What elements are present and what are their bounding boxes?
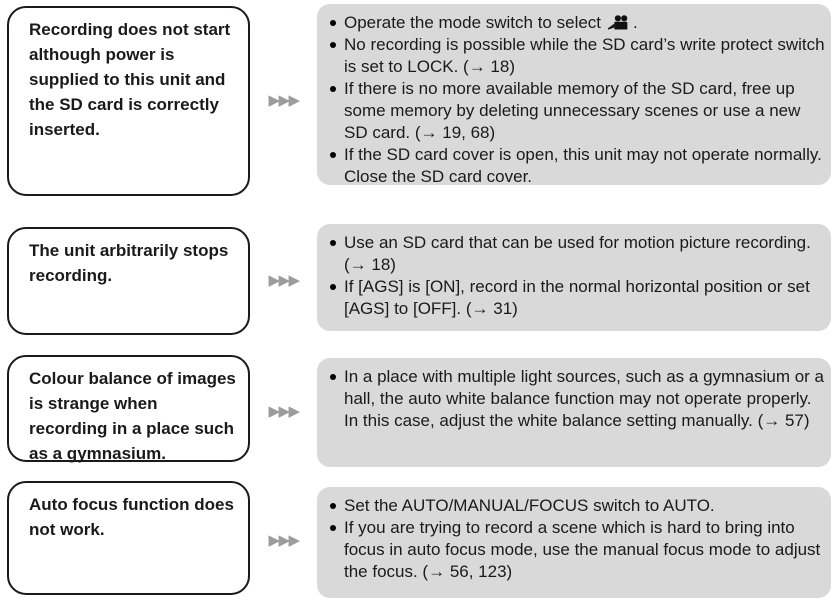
list-item (330, 517, 825, 583)
solution-text: If there is no more available memory of the SD card, free up some memory by deleting unnecessary scenes or use a new SD card. (→ 19, 68) (344, 79, 801, 142)
list-item (330, 12, 825, 34)
troubleshooting-row (7, 481, 831, 598)
solution-text: If the SD card cover is open, this unit may not operate normally. Close the SD card cover. (344, 145, 822, 186)
solution-list (330, 232, 825, 320)
troubleshooting-row (7, 4, 831, 196)
solution-text: Use an SD card that can be used for motion picture recording. (→ 18) (344, 233, 811, 274)
problem-box (7, 6, 250, 196)
list-item (330, 366, 825, 432)
video-camera-icon (607, 15, 628, 30)
problem-text: The unit arbitrarily stops recording. (29, 241, 229, 285)
problem-text: Recording does not start although power is supplied to this unit and the SD card is correctly inserted. (29, 20, 231, 139)
arrow-cell (250, 224, 317, 335)
solution-text: No recording is possible while the SD card’s write protect switch is set to LOCK. (→ 18) (344, 35, 825, 76)
bullet-icon (330, 284, 336, 290)
problem-box (7, 481, 250, 595)
bullet-icon (330, 525, 336, 531)
list-item (330, 78, 825, 144)
bullet-icon (330, 374, 336, 380)
triple-arrow-icon: ▶▶▶ (268, 91, 299, 109)
list-item (330, 276, 825, 320)
troubleshooting-row (7, 355, 831, 467)
problem-box (7, 227, 250, 335)
solution-panel (317, 358, 831, 467)
bullet-icon (330, 20, 336, 26)
troubleshooting-row (7, 224, 831, 335)
list-item (330, 495, 825, 517)
arrow-cell (250, 481, 317, 598)
solution-list (330, 495, 825, 583)
bullet-icon (330, 86, 336, 92)
bullet-icon (330, 240, 336, 246)
solution-text: If [AGS] is [ON], record in the normal horizontal position or set [AGS] to [OFF]. (→ 31) (344, 277, 810, 318)
solution-list (330, 12, 825, 188)
solution-text: In a place with multiple light sources, such as a gymnasium or a hall, the auto white balance function may not operate properly. In this case, adjust the white balance setting manually. (→ 57) (344, 367, 825, 430)
triple-arrow-icon: ▶▶▶ (268, 530, 299, 549)
bullet-icon (330, 152, 336, 158)
solution-text: Operate the mode switch to select . (344, 13, 638, 32)
arrow-cell (250, 355, 317, 467)
triple-arrow-icon: ▶▶▶ (268, 270, 299, 289)
triple-arrow-icon: ▶▶▶ (268, 402, 299, 420)
solution-panel (317, 487, 831, 598)
list-item (330, 144, 825, 188)
solution-text: Set the AUTO/MANUAL/FOCUS switch to AUTO. (344, 496, 715, 515)
problem-text: Auto focus function does not work. (29, 495, 234, 539)
bullet-icon (330, 42, 336, 48)
solution-panel (317, 224, 831, 331)
arrow-cell (250, 4, 317, 196)
solution-text: If you are trying to record a scene which is hard to bring into focus in auto focus mode, use the manual focus mode to adjust the focus. (→ 56, 123) (344, 518, 821, 581)
solution-panel (317, 4, 831, 185)
problem-text: Colour balance of images is strange when recording in a place such as a gymnasium. (29, 369, 236, 463)
list-item (330, 34, 825, 78)
list-item (330, 232, 825, 276)
problem-box (7, 355, 250, 462)
bullet-icon (330, 503, 336, 509)
solution-list (330, 366, 825, 432)
